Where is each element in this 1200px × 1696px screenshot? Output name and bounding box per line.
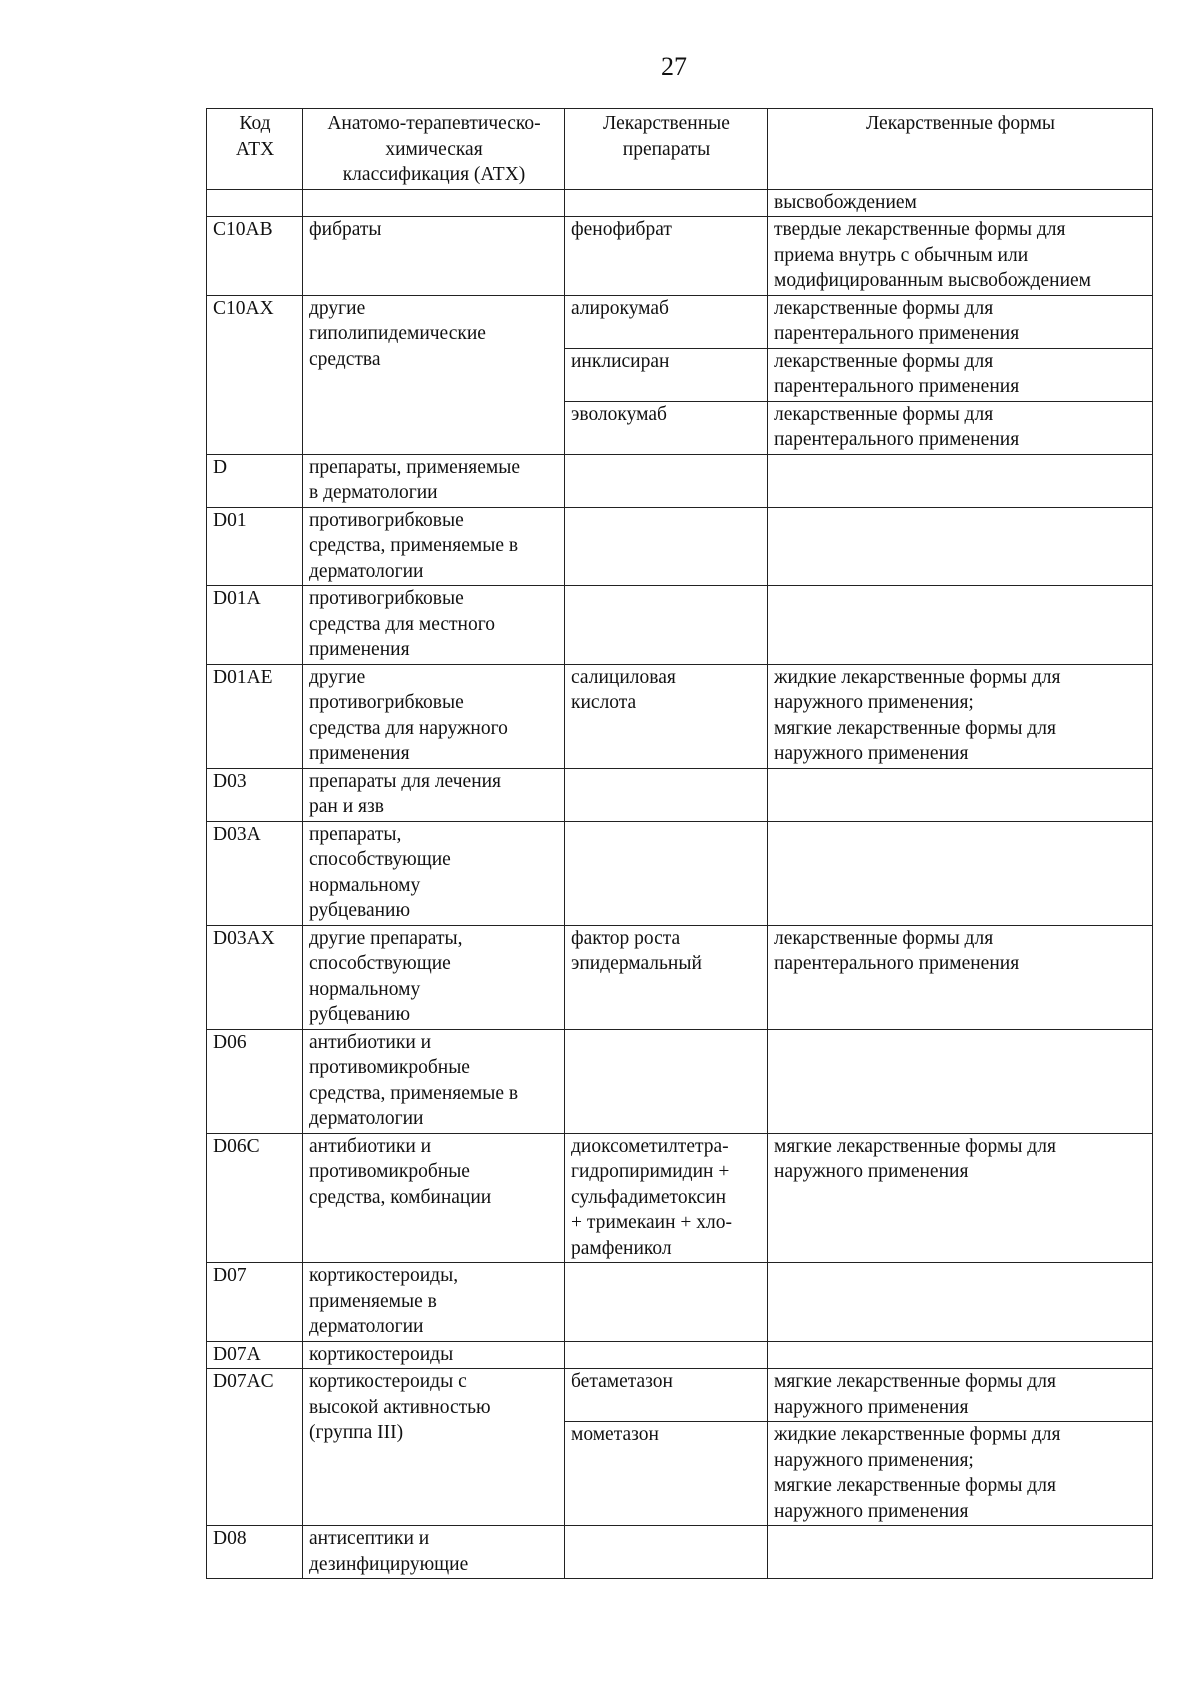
table-row <box>207 1341 1153 1369</box>
dosage-forms-cell: мягкие лекарственные формы для наружного применения <box>768 1369 1153 1422</box>
table-row <box>207 295 1153 348</box>
drug-name-cell: диоксометилтетра- гидропиримидин + сульфадиметоксин + тримекаин + хло- рамфеникол <box>565 1133 768 1263</box>
table-row <box>207 925 1153 1029</box>
drug-name-cell: алирокумаб <box>565 295 768 348</box>
classification-cell: фибраты <box>303 217 565 296</box>
dosage-forms-cell: жидкие лекарственные формы для наружного применения; мягкие лекарственные формы для наружного применения <box>768 1422 1153 1526</box>
atx-code-cell: D06C <box>207 1133 303 1263</box>
drug-name-cell <box>565 189 768 217</box>
atx-code-cell: D07 <box>207 1263 303 1342</box>
drug-name-cell: салициловая кислота <box>565 664 768 768</box>
table-row <box>207 1133 1153 1263</box>
atx-code-cell: D03 <box>207 768 303 821</box>
atx-code-cell: C10AB <box>207 217 303 296</box>
classification-cell: другие препараты, способствующие нормальному рубцеванию <box>303 925 565 1029</box>
header-code: Код АТХ <box>207 109 303 190</box>
classification-cell: антисептики и дезинфицирующие <box>303 1526 565 1579</box>
table-row <box>207 821 1153 925</box>
classification-cell: антибиотики и противомикробные средства, применяемые в дерматологии <box>303 1029 565 1133</box>
header-drugs: Лекарственные препараты <box>565 109 768 190</box>
drug-name-cell <box>565 1029 768 1133</box>
classification-cell: другие противогрибковые средства для наружного применения <box>303 664 565 768</box>
dosage-forms-cell <box>768 1526 1153 1579</box>
atx-code-cell: D01 <box>207 507 303 586</box>
dosage-forms-cell <box>768 1263 1153 1342</box>
header-forms: Лекарственные формы <box>768 109 1153 190</box>
drug-name-cell <box>565 586 768 665</box>
drug-name-cell <box>565 1263 768 1342</box>
table-row <box>207 189 1153 217</box>
atx-code-cell: D01A <box>207 586 303 665</box>
drug-name-cell: фенофибрат <box>565 217 768 296</box>
classification-cell: кортикостероиды, применяемые в дерматологии <box>303 1263 565 1342</box>
classification-cell: противогрибковые средства, применяемые в дерматологии <box>303 507 565 586</box>
atx-code-cell: D06 <box>207 1029 303 1133</box>
drug-name-cell: мометазон <box>565 1422 768 1526</box>
table-body <box>207 189 1153 1579</box>
dosage-forms-cell <box>768 586 1153 665</box>
table-header-row <box>207 109 1153 190</box>
table-row <box>207 768 1153 821</box>
drug-name-cell <box>565 821 768 925</box>
atx-code-cell: C10AX <box>207 295 303 454</box>
dosage-forms-cell: лекарственные формы для парентерального применения <box>768 401 1153 454</box>
atx-code-cell <box>207 189 303 217</box>
dosage-forms-cell: мягкие лекарственные формы для наружного применения <box>768 1133 1153 1263</box>
drug-name-cell: фактор роста эпидермальный <box>565 925 768 1029</box>
atx-code-cell: D08 <box>207 1526 303 1579</box>
atx-code-cell: D01AE <box>207 664 303 768</box>
table-row <box>207 1369 1153 1422</box>
classification-cell: кортикостероиды с высокой активностью (группа III) <box>303 1369 565 1526</box>
drug-name-cell: эволокумаб <box>565 401 768 454</box>
drug-name-cell <box>565 1341 768 1369</box>
dosage-forms-cell <box>768 821 1153 925</box>
atx-code-cell: D07A <box>207 1341 303 1369</box>
drug-name-cell: бетаметазон <box>565 1369 768 1422</box>
atx-code-cell: D03AX <box>207 925 303 1029</box>
page-number: 27 <box>661 52 687 81</box>
dosage-forms-cell: высвобождением <box>768 189 1153 217</box>
drug-name-cell <box>565 1526 768 1579</box>
drug-name-cell <box>565 507 768 586</box>
drug-name-cell <box>565 768 768 821</box>
classification-cell: препараты для лечения ран и язв <box>303 768 565 821</box>
classification-cell: другие гиполипидемические средства <box>303 295 565 454</box>
classification-cell: кортикостероиды <box>303 1341 565 1369</box>
header-classification: Анатомо-терапевтическо- химическая классификация (АТХ) <box>303 109 565 190</box>
classification-cell: противогрибковые средства для местного применения <box>303 586 565 665</box>
table-row <box>207 664 1153 768</box>
dosage-forms-cell: лекарственные формы для парентерального применения <box>768 925 1153 1029</box>
dosage-forms-cell: жидкие лекарственные формы для наружного применения; мягкие лекарственные формы для наружного применения <box>768 664 1153 768</box>
dosage-forms-cell <box>768 768 1153 821</box>
dosage-forms-cell <box>768 1029 1153 1133</box>
classification-cell: антибиотики и противомикробные средства, комбинации <box>303 1133 565 1263</box>
dosage-forms-cell <box>768 454 1153 507</box>
table-row <box>207 586 1153 665</box>
atx-table <box>206 108 1153 1579</box>
classification-cell: препараты, применяемые в дерматологии <box>303 454 565 507</box>
dosage-forms-cell <box>768 507 1153 586</box>
classification-cell: препараты, способствующие нормальному рубцеванию <box>303 821 565 925</box>
atx-code-cell: D <box>207 454 303 507</box>
drug-name-cell: инклисиран <box>565 348 768 401</box>
table-row <box>207 1526 1153 1579</box>
dosage-forms-cell <box>768 1341 1153 1369</box>
table-row <box>207 1263 1153 1342</box>
dosage-forms-cell: лекарственные формы для парентерального применения <box>768 295 1153 348</box>
atx-code-cell: D03A <box>207 821 303 925</box>
table-row <box>207 454 1153 507</box>
atx-code-cell: D07AC <box>207 1369 303 1526</box>
dosage-forms-cell: твердые лекарственные формы для приема внутрь с обычным или модифицированным высвобождением <box>768 217 1153 296</box>
table-row <box>207 507 1153 586</box>
drug-name-cell <box>565 454 768 507</box>
table-row <box>207 1029 1153 1133</box>
table-row <box>207 217 1153 296</box>
classification-cell <box>303 189 565 217</box>
dosage-forms-cell: лекарственные формы для парентерального применения <box>768 348 1153 401</box>
